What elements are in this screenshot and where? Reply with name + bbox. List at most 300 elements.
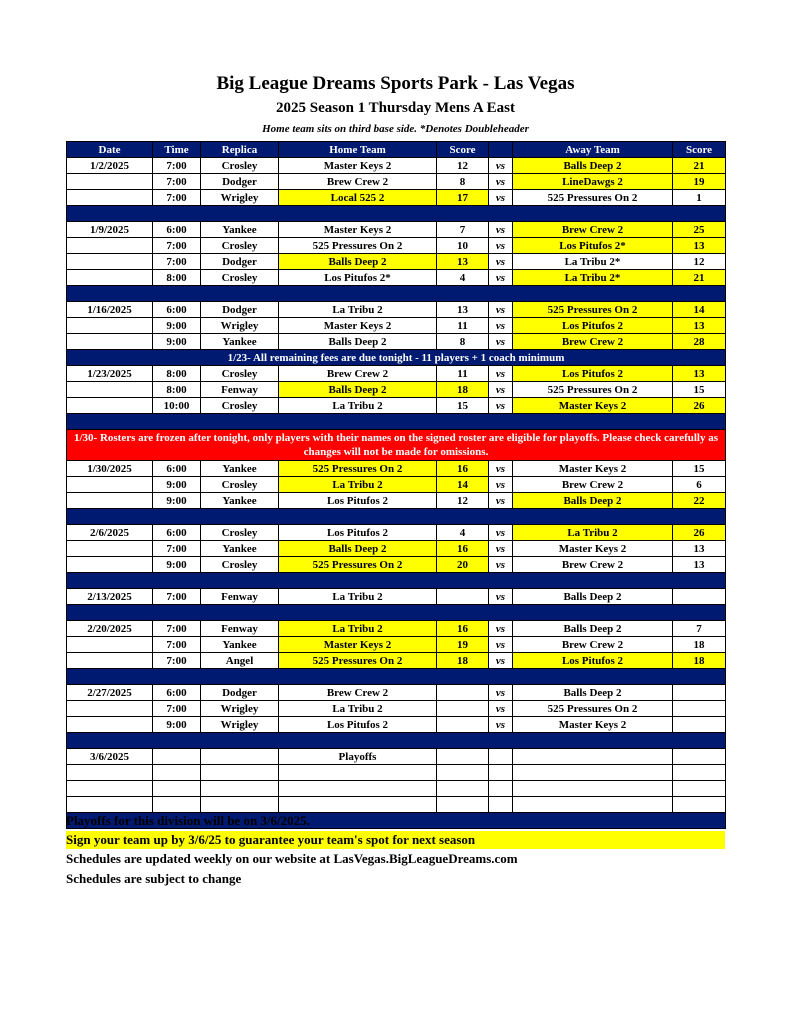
home-team-cell: La Tribu 2 [279,477,437,493]
home-team-cell: Los Pitufos 2* [279,270,437,286]
table-header-row [67,142,726,158]
home-score-cell: 13 [437,302,489,318]
vs-cell [489,797,513,813]
away-score-cell: 19 [673,174,726,190]
away-score-cell: 18 [673,653,726,669]
time-cell: 7:00 [153,701,201,717]
vs-cell: vs [489,222,513,238]
col-header-away-team: Away Team [513,142,673,158]
home-team-cell: Playoffs [279,749,437,765]
home-score-cell [437,765,489,781]
home-team-cell: Los Pitufos 2 [279,717,437,733]
time-cell: 8:00 [153,270,201,286]
away-team-cell: Brew Crew 2 [513,477,673,493]
away-team-cell: Balls Deep 2 [513,589,673,605]
vs-cell: vs [489,174,513,190]
home-score-cell: 11 [437,366,489,382]
home-team-cell: Balls Deep 2 [279,382,437,398]
away-team-cell: 525 Pressures On 2 [513,382,673,398]
home-score-cell: 4 [437,270,489,286]
time-cell: 6:00 [153,461,201,477]
vs-cell [489,781,513,797]
separator-row [67,509,726,525]
time-cell: 6:00 [153,685,201,701]
date-cell [67,541,153,557]
empty-row [67,765,726,781]
vs-cell: vs [489,318,513,334]
replica-cell: Yankee [201,637,279,653]
table-row [67,621,726,637]
home-team-cell [279,765,437,781]
vs-cell: vs [489,190,513,206]
separator-cell [67,206,726,222]
date-cell: 1/23/2025 [67,366,153,382]
home-score-cell: 20 [437,557,489,573]
time-cell [153,797,201,813]
date-cell: 2/6/2025 [67,525,153,541]
vs-cell: vs [489,653,513,669]
vs-cell: vs [489,685,513,701]
page-subtitle: 2025 Season 1 Thursday Mens A East [276,100,515,116]
time-cell: 7:00 [153,174,201,190]
home-score-cell: 10 [437,238,489,254]
home-team-cell: La Tribu 2 [279,589,437,605]
table-row [67,653,726,669]
notice-row [67,350,726,366]
home-score-cell: 18 [437,653,489,669]
away-team-cell [513,765,673,781]
col-header-home-score: Score [437,142,489,158]
table-row [67,493,726,509]
away-score-cell: 26 [673,398,726,414]
home-team-cell: Local 525 2 [279,190,437,206]
time-cell: 9:00 [153,493,201,509]
schedule-table [66,141,726,829]
home-score-cell: 4 [437,525,489,541]
time-cell [153,765,201,781]
away-team-cell: Balls Deep 2 [513,685,673,701]
home-team-cell: 525 Pressures On 2 [279,653,437,669]
replica-cell [201,781,279,797]
home-team-cell: Brew Crew 2 [279,366,437,382]
time-cell: 6:00 [153,525,201,541]
home-score-cell [437,717,489,733]
table-row [67,589,726,605]
separator-cell [67,733,726,749]
footer-change-note: Schedules are subject to change [66,871,242,886]
home-team-cell: Master Keys 2 [279,158,437,174]
vs-cell: vs [489,701,513,717]
replica-cell: Crosley [201,238,279,254]
time-cell: 9:00 [153,477,201,493]
table-row [67,557,726,573]
vs-cell: vs [489,270,513,286]
date-cell: 1/2/2025 [67,158,153,174]
time-cell: 7:00 [153,254,201,270]
away-score-cell: 13 [673,366,726,382]
away-score-cell: 15 [673,382,726,398]
home-team-cell [279,797,437,813]
replica-cell: Yankee [201,493,279,509]
date-cell [67,270,153,286]
table-row [67,334,726,350]
date-cell: 1/9/2025 [67,222,153,238]
date-cell: 3/6/2025 [67,749,153,765]
separator-cell [67,605,726,621]
replica-cell [201,749,279,765]
table-row [67,541,726,557]
date-cell [67,318,153,334]
away-score-cell: 13 [673,238,726,254]
home-team-cell: Los Pitufos 2 [279,493,437,509]
home-score-cell: 8 [437,334,489,350]
away-team-cell: La Tribu 2* [513,270,673,286]
home-team-cell: La Tribu 2 [279,621,437,637]
replica-cell: Fenway [201,621,279,637]
time-cell: 7:00 [153,541,201,557]
time-cell: 9:00 [153,557,201,573]
home-score-cell: 16 [437,461,489,477]
table-row [67,717,726,733]
table-row [67,174,726,190]
table-row [67,382,726,398]
away-team-cell: Los Pitufos 2 [513,653,673,669]
table-row [67,158,726,174]
home-score-cell [437,749,489,765]
home-score-cell [437,589,489,605]
away-score-cell: 21 [673,158,726,174]
replica-cell: Wrigley [201,717,279,733]
vs-cell: vs [489,461,513,477]
home-team-cell: La Tribu 2 [279,302,437,318]
vs-cell: vs [489,717,513,733]
home-score-cell: 12 [437,493,489,509]
home-team-cell: Balls Deep 2 [279,541,437,557]
table-row [67,701,726,717]
separator-cell [67,509,726,525]
schedule-body [67,158,726,829]
replica-cell: Yankee [201,541,279,557]
vs-cell: vs [489,637,513,653]
date-cell: 2/13/2025 [67,589,153,605]
home-score-cell: 15 [437,398,489,414]
home-score-cell: 19 [437,637,489,653]
home-team-cell: 525 Pressures On 2 [279,461,437,477]
time-cell: 9:00 [153,334,201,350]
table-row [67,302,726,318]
home-score-cell: 16 [437,541,489,557]
date-cell [67,190,153,206]
away-team-cell: LineDawgs 2 [513,174,673,190]
home-score-cell [437,781,489,797]
replica-cell: Wrigley [201,701,279,717]
time-cell: 8:00 [153,366,201,382]
separator-row [67,573,726,589]
date-cell [67,557,153,573]
replica-cell: Yankee [201,334,279,350]
replica-cell: Crosley [201,270,279,286]
separator-row [67,669,726,685]
away-score-cell [673,797,726,813]
time-cell: 8:00 [153,382,201,398]
away-team-cell [513,797,673,813]
away-team-cell: Los Pitufos 2* [513,238,673,254]
away-score-cell: 25 [673,222,726,238]
replica-cell: Wrigley [201,318,279,334]
away-team-cell: Balls Deep 2 [513,621,673,637]
away-score-cell: 13 [673,318,726,334]
home-score-cell: 12 [437,158,489,174]
vs-cell: vs [489,621,513,637]
date-cell: 1/16/2025 [67,302,153,318]
vs-cell: vs [489,589,513,605]
date-cell [67,174,153,190]
vs-cell: vs [489,398,513,414]
date-cell [67,797,153,813]
away-score-cell: 21 [673,270,726,286]
col-header-date: Date [67,142,153,158]
date-cell [67,238,153,254]
home-score-cell [437,797,489,813]
home-score-cell: 14 [437,477,489,493]
date-cell: 2/27/2025 [67,685,153,701]
home-team-cell: Master Keys 2 [279,318,437,334]
vs-cell: vs [489,525,513,541]
replica-cell: Dodger [201,254,279,270]
empty-row [67,781,726,797]
away-team-cell: 525 Pressures On 2 [513,302,673,318]
vs-cell [489,749,513,765]
home-score-cell: 7 [437,222,489,238]
empty-row [67,749,726,765]
time-cell [153,749,201,765]
vs-cell: vs [489,493,513,509]
table-row [67,685,726,701]
away-team-cell: 525 Pressures On 2 [513,190,673,206]
home-score-cell: 17 [437,190,489,206]
separator-cell [67,286,726,302]
away-team-cell: La Tribu 2 [513,525,673,541]
home-score-cell: 18 [437,382,489,398]
schedule-note: Home team sits on third base side. *Denotes Doubleheader [262,123,529,135]
footer-signup-note: Sign your team up by 3/6/25 to guarantee your team's spot for next season [66,831,725,849]
table-row [67,461,726,477]
separator-row [67,286,726,302]
home-score-cell [437,685,489,701]
table-row [67,366,726,382]
date-cell [67,781,153,797]
replica-cell: Dodger [201,302,279,318]
replica-cell: Angel [201,653,279,669]
alert-text: 1/30- Rosters are frozen after tonight, only players with their names on the signed roster are eligible for playoffs. Please check carefully as changes will not be made for omissions. [67,430,726,461]
replica-cell [201,765,279,781]
separator-cell [67,573,726,589]
col-header-time: Time [153,142,201,158]
date-cell [67,701,153,717]
separator-row [67,605,726,621]
home-team-cell: Balls Deep 2 [279,334,437,350]
time-cell: 6:00 [153,222,201,238]
away-score-cell: 6 [673,477,726,493]
home-team-cell: Brew Crew 2 [279,174,437,190]
time-cell: 9:00 [153,318,201,334]
col-header-away-score: Score [673,142,726,158]
away-team-cell: Los Pitufos 2 [513,318,673,334]
date-cell: 2/20/2025 [67,621,153,637]
replica-cell: Crosley [201,158,279,174]
time-cell: 10:00 [153,398,201,414]
date-cell [67,493,153,509]
replica-cell: Dodger [201,685,279,701]
empty-row [67,797,726,813]
away-score-cell: 15 [673,461,726,477]
table-row [67,525,726,541]
replica-cell: Crosley [201,477,279,493]
away-score-cell [673,701,726,717]
replica-cell: Crosley [201,525,279,541]
away-score-cell [673,589,726,605]
away-team-cell: Brew Crew 2 [513,222,673,238]
col-header-vs [489,142,513,158]
footer-playoffs-note: Playoffs for this division will be on 3/6/2025. [66,813,310,828]
away-team-cell: Brew Crew 2 [513,637,673,653]
time-cell: 7:00 [153,190,201,206]
home-score-cell: 13 [437,254,489,270]
separator-row [67,414,726,430]
replica-cell: Yankee [201,222,279,238]
vs-cell: vs [489,541,513,557]
replica-cell: Wrigley [201,190,279,206]
vs-cell: vs [489,477,513,493]
time-cell: 7:00 [153,653,201,669]
home-team-cell: Master Keys 2 [279,222,437,238]
vs-cell [489,765,513,781]
home-team-cell: Master Keys 2 [279,637,437,653]
date-cell [67,398,153,414]
away-team-cell: Master Keys 2 [513,461,673,477]
table-row [67,238,726,254]
away-team-cell: 525 Pressures On 2 [513,701,673,717]
home-score-cell: 16 [437,621,489,637]
home-team-cell: Los Pitufos 2 [279,525,437,541]
table-row [67,637,726,653]
vs-cell: vs [489,382,513,398]
separator-row [67,733,726,749]
date-cell [67,382,153,398]
away-team-cell: Balls Deep 2 [513,158,673,174]
away-team-cell: Los Pitufos 2 [513,366,673,382]
away-team-cell [513,781,673,797]
footer-website-note: Schedules are updated weekly on our website at LasVegas.BigLeagueDreams.com [66,851,518,866]
date-cell [67,334,153,350]
replica-cell [201,797,279,813]
table-row [67,222,726,238]
away-score-cell [673,765,726,781]
date-cell [67,477,153,493]
vs-cell: vs [489,158,513,174]
home-score-cell [437,701,489,717]
table-row [67,254,726,270]
table-row [67,270,726,286]
home-team-cell: Balls Deep 2 [279,254,437,270]
vs-cell: vs [489,334,513,350]
away-team-cell: Brew Crew 2 [513,334,673,350]
separator-row [67,206,726,222]
table-row [67,398,726,414]
home-team-cell [279,781,437,797]
vs-cell: vs [489,238,513,254]
time-cell: 7:00 [153,158,201,174]
date-cell: 1/30/2025 [67,461,153,477]
time-cell: 9:00 [153,717,201,733]
away-score-cell: 13 [673,541,726,557]
away-score-cell: 7 [673,621,726,637]
time-cell: 7:00 [153,621,201,637]
away-team-cell: La Tribu 2* [513,254,673,270]
vs-cell: vs [489,254,513,270]
away-team-cell: Brew Crew 2 [513,557,673,573]
home-team-cell: Brew Crew 2 [279,685,437,701]
date-cell [67,637,153,653]
replica-cell: Dodger [201,174,279,190]
time-cell: 7:00 [153,589,201,605]
time-cell [153,781,201,797]
away-score-cell [673,749,726,765]
vs-cell: vs [489,557,513,573]
table-row [67,318,726,334]
page-title: Big League Dreams Sports Park - Las Vegas [216,73,575,94]
away-score-cell [673,685,726,701]
away-score-cell: 13 [673,557,726,573]
date-cell [67,765,153,781]
away-team-cell: Master Keys 2 [513,398,673,414]
vs-cell: vs [489,366,513,382]
home-score-cell: 8 [437,174,489,190]
away-score-cell: 1 [673,190,726,206]
table-row [67,477,726,493]
away-score-cell: 12 [673,254,726,270]
home-team-cell: 525 Pressures On 2 [279,238,437,254]
separator-cell [67,669,726,685]
away-score-cell: 14 [673,302,726,318]
away-score-cell [673,717,726,733]
away-team-cell: Balls Deep 2 [513,493,673,509]
date-cell [67,653,153,669]
home-team-cell: La Tribu 2 [279,398,437,414]
replica-cell: Crosley [201,366,279,382]
home-team-cell: La Tribu 2 [279,701,437,717]
away-team-cell [513,749,673,765]
away-score-cell: 18 [673,637,726,653]
away-score-cell: 26 [673,525,726,541]
replica-cell: Fenway [201,589,279,605]
time-cell: 6:00 [153,302,201,318]
away-score-cell: 22 [673,493,726,509]
replica-cell: Fenway [201,382,279,398]
away-team-cell: Master Keys 2 [513,541,673,557]
alert-row [67,430,726,461]
away-team-cell: Master Keys 2 [513,717,673,733]
time-cell: 7:00 [153,238,201,254]
away-score-cell: 28 [673,334,726,350]
home-team-cell: 525 Pressures On 2 [279,557,437,573]
replica-cell: Crosley [201,557,279,573]
col-header-home-team: Home Team [279,142,437,158]
notice-text: 1/23- All remaining fees are due tonight - 11 players + 1 coach minimum [67,350,726,366]
date-cell [67,717,153,733]
home-score-cell: 11 [437,318,489,334]
replica-cell: Yankee [201,461,279,477]
